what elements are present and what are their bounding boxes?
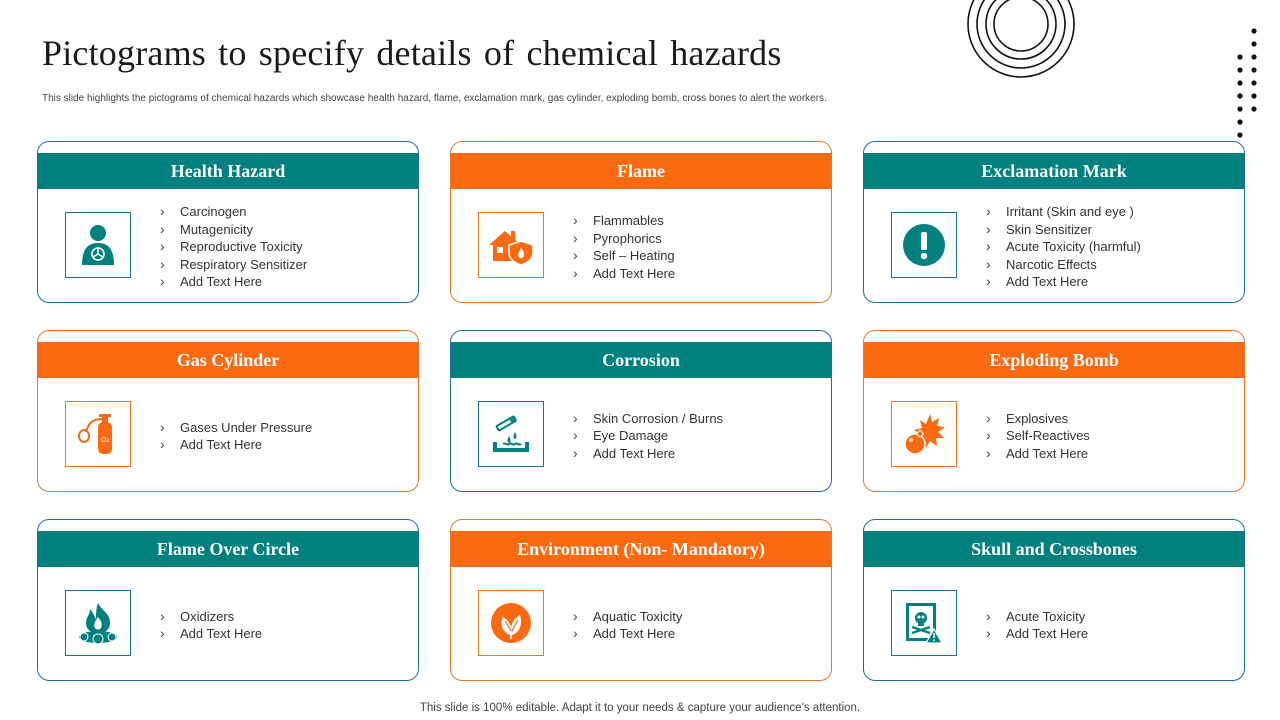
- icon-frame: [478, 401, 544, 467]
- hazard-list: [160, 381, 408, 491]
- list-item: › Explosives: [986, 410, 1234, 428]
- list-item: › Skin Corrosion / Burns: [573, 410, 821, 428]
- list-item: › Add Text Here: [573, 265, 821, 283]
- icon-frame: [65, 401, 131, 467]
- card-corrosion: [450, 330, 832, 492]
- list-item: › Add Text Here: [986, 625, 1234, 643]
- list-item: › Narcotic Effects: [986, 256, 1234, 274]
- list-item: › Add Text Here: [160, 625, 408, 643]
- card-title: Environment (Non- Mandatory): [451, 531, 831, 567]
- skull-crossbones-icon: [904, 601, 944, 645]
- card-title: Skull and Crossbones: [864, 531, 1244, 567]
- flame-over-circle-icon: [76, 601, 120, 645]
- card-title: Flame: [451, 153, 831, 189]
- list-item: › Flammables: [573, 212, 821, 230]
- card-title: Health Hazard: [38, 153, 418, 189]
- icon-frame: [478, 212, 544, 278]
- list-item: › Add Text Here: [160, 273, 408, 291]
- list-item: › Respiratory Sensitizer: [160, 256, 408, 274]
- list-item: › Reproductive Toxicity: [160, 238, 408, 256]
- environment-leaf-icon: [489, 601, 533, 645]
- hazard-list: [160, 192, 408, 302]
- card-gas-cylinder: [37, 330, 419, 492]
- page-subtitle: This slide highlights the pictograms of chemical hazards which showcase health hazard, flame, exclamation mark, gas cylinder, exploding bomb, cross bones to alert the workers.: [42, 93, 827, 104]
- list-item: › Gases Under Pressure: [160, 419, 408, 437]
- hazard-list: [986, 570, 1234, 680]
- list-item: › Carcinogen: [160, 203, 408, 221]
- icon-frame: [65, 212, 131, 278]
- list-item: › Mutagenicity: [160, 221, 408, 239]
- icon-frame: [478, 590, 544, 656]
- card-title: Exclamation Mark: [864, 153, 1244, 189]
- card-skull-and-crossbones: [863, 519, 1245, 681]
- list-item: › Add Text Here: [986, 445, 1234, 463]
- corrosion-icon: [489, 412, 533, 456]
- card-title: Gas Cylinder: [38, 342, 418, 378]
- list-item: › Add Text Here: [573, 625, 821, 643]
- hazard-list: [573, 381, 821, 491]
- list-item: › Oxidizers: [160, 608, 408, 626]
- svg-text:O₂: O₂: [100, 436, 110, 444]
- icon-frame: [891, 590, 957, 656]
- card-title: Exploding Bomb: [864, 342, 1244, 378]
- list-item: › Add Text Here: [573, 445, 821, 463]
- health-hazard-icon: [78, 223, 118, 267]
- gas-cylinder-icon: [76, 412, 120, 456]
- exclamation-icon: [902, 223, 946, 267]
- list-item: › Self-Reactives: [986, 427, 1234, 445]
- flame-house-icon: [487, 225, 535, 265]
- hazard-list: [986, 381, 1234, 491]
- card-health-hazard: [37, 141, 419, 303]
- list-item: › Add Text Here: [160, 436, 408, 454]
- card-exploding-bomb: [863, 330, 1245, 492]
- list-item: › Aquatic Toxicity: [573, 608, 821, 626]
- card-exclamation-mark: [863, 141, 1245, 303]
- hazard-list: [573, 570, 821, 680]
- list-item: › Eye Damage: [573, 427, 821, 445]
- list-item: › Irritant (Skin and eye ): [986, 203, 1234, 221]
- footer-note: This slide is 100% editable. Adapt it to your needs & capture your audience’s attention.: [419, 702, 861, 714]
- card-flame-over-circle: [37, 519, 419, 681]
- icon-frame: [891, 212, 957, 278]
- hazard-list: [573, 192, 821, 302]
- card-environment: [450, 519, 832, 681]
- concentric-rings-decoration: [960, 0, 1080, 82]
- card-flame: [450, 141, 832, 303]
- list-item: › Add Text Here: [986, 273, 1234, 291]
- list-item: › Acute Toxicity (harmful): [986, 238, 1234, 256]
- list-item: › Pyrophorics: [573, 230, 821, 248]
- exploding-bomb-icon: [902, 412, 946, 456]
- hazard-list: [160, 570, 408, 680]
- card-title: Corrosion: [451, 342, 831, 378]
- list-item: › Skin Sensitizer: [986, 221, 1234, 239]
- list-item: › Acute Toxicity: [986, 608, 1234, 626]
- icon-frame: [891, 401, 957, 467]
- hazard-card-grid: [37, 141, 1245, 681]
- icon-frame: [65, 590, 131, 656]
- hazard-list: [986, 192, 1234, 302]
- page-title: Pictograms to specify details of chemical hazards: [42, 33, 782, 73]
- list-item: › Self – Heating: [573, 247, 821, 265]
- dot-grid-decoration: [1232, 26, 1262, 144]
- card-title: Flame Over Circle: [38, 531, 418, 567]
